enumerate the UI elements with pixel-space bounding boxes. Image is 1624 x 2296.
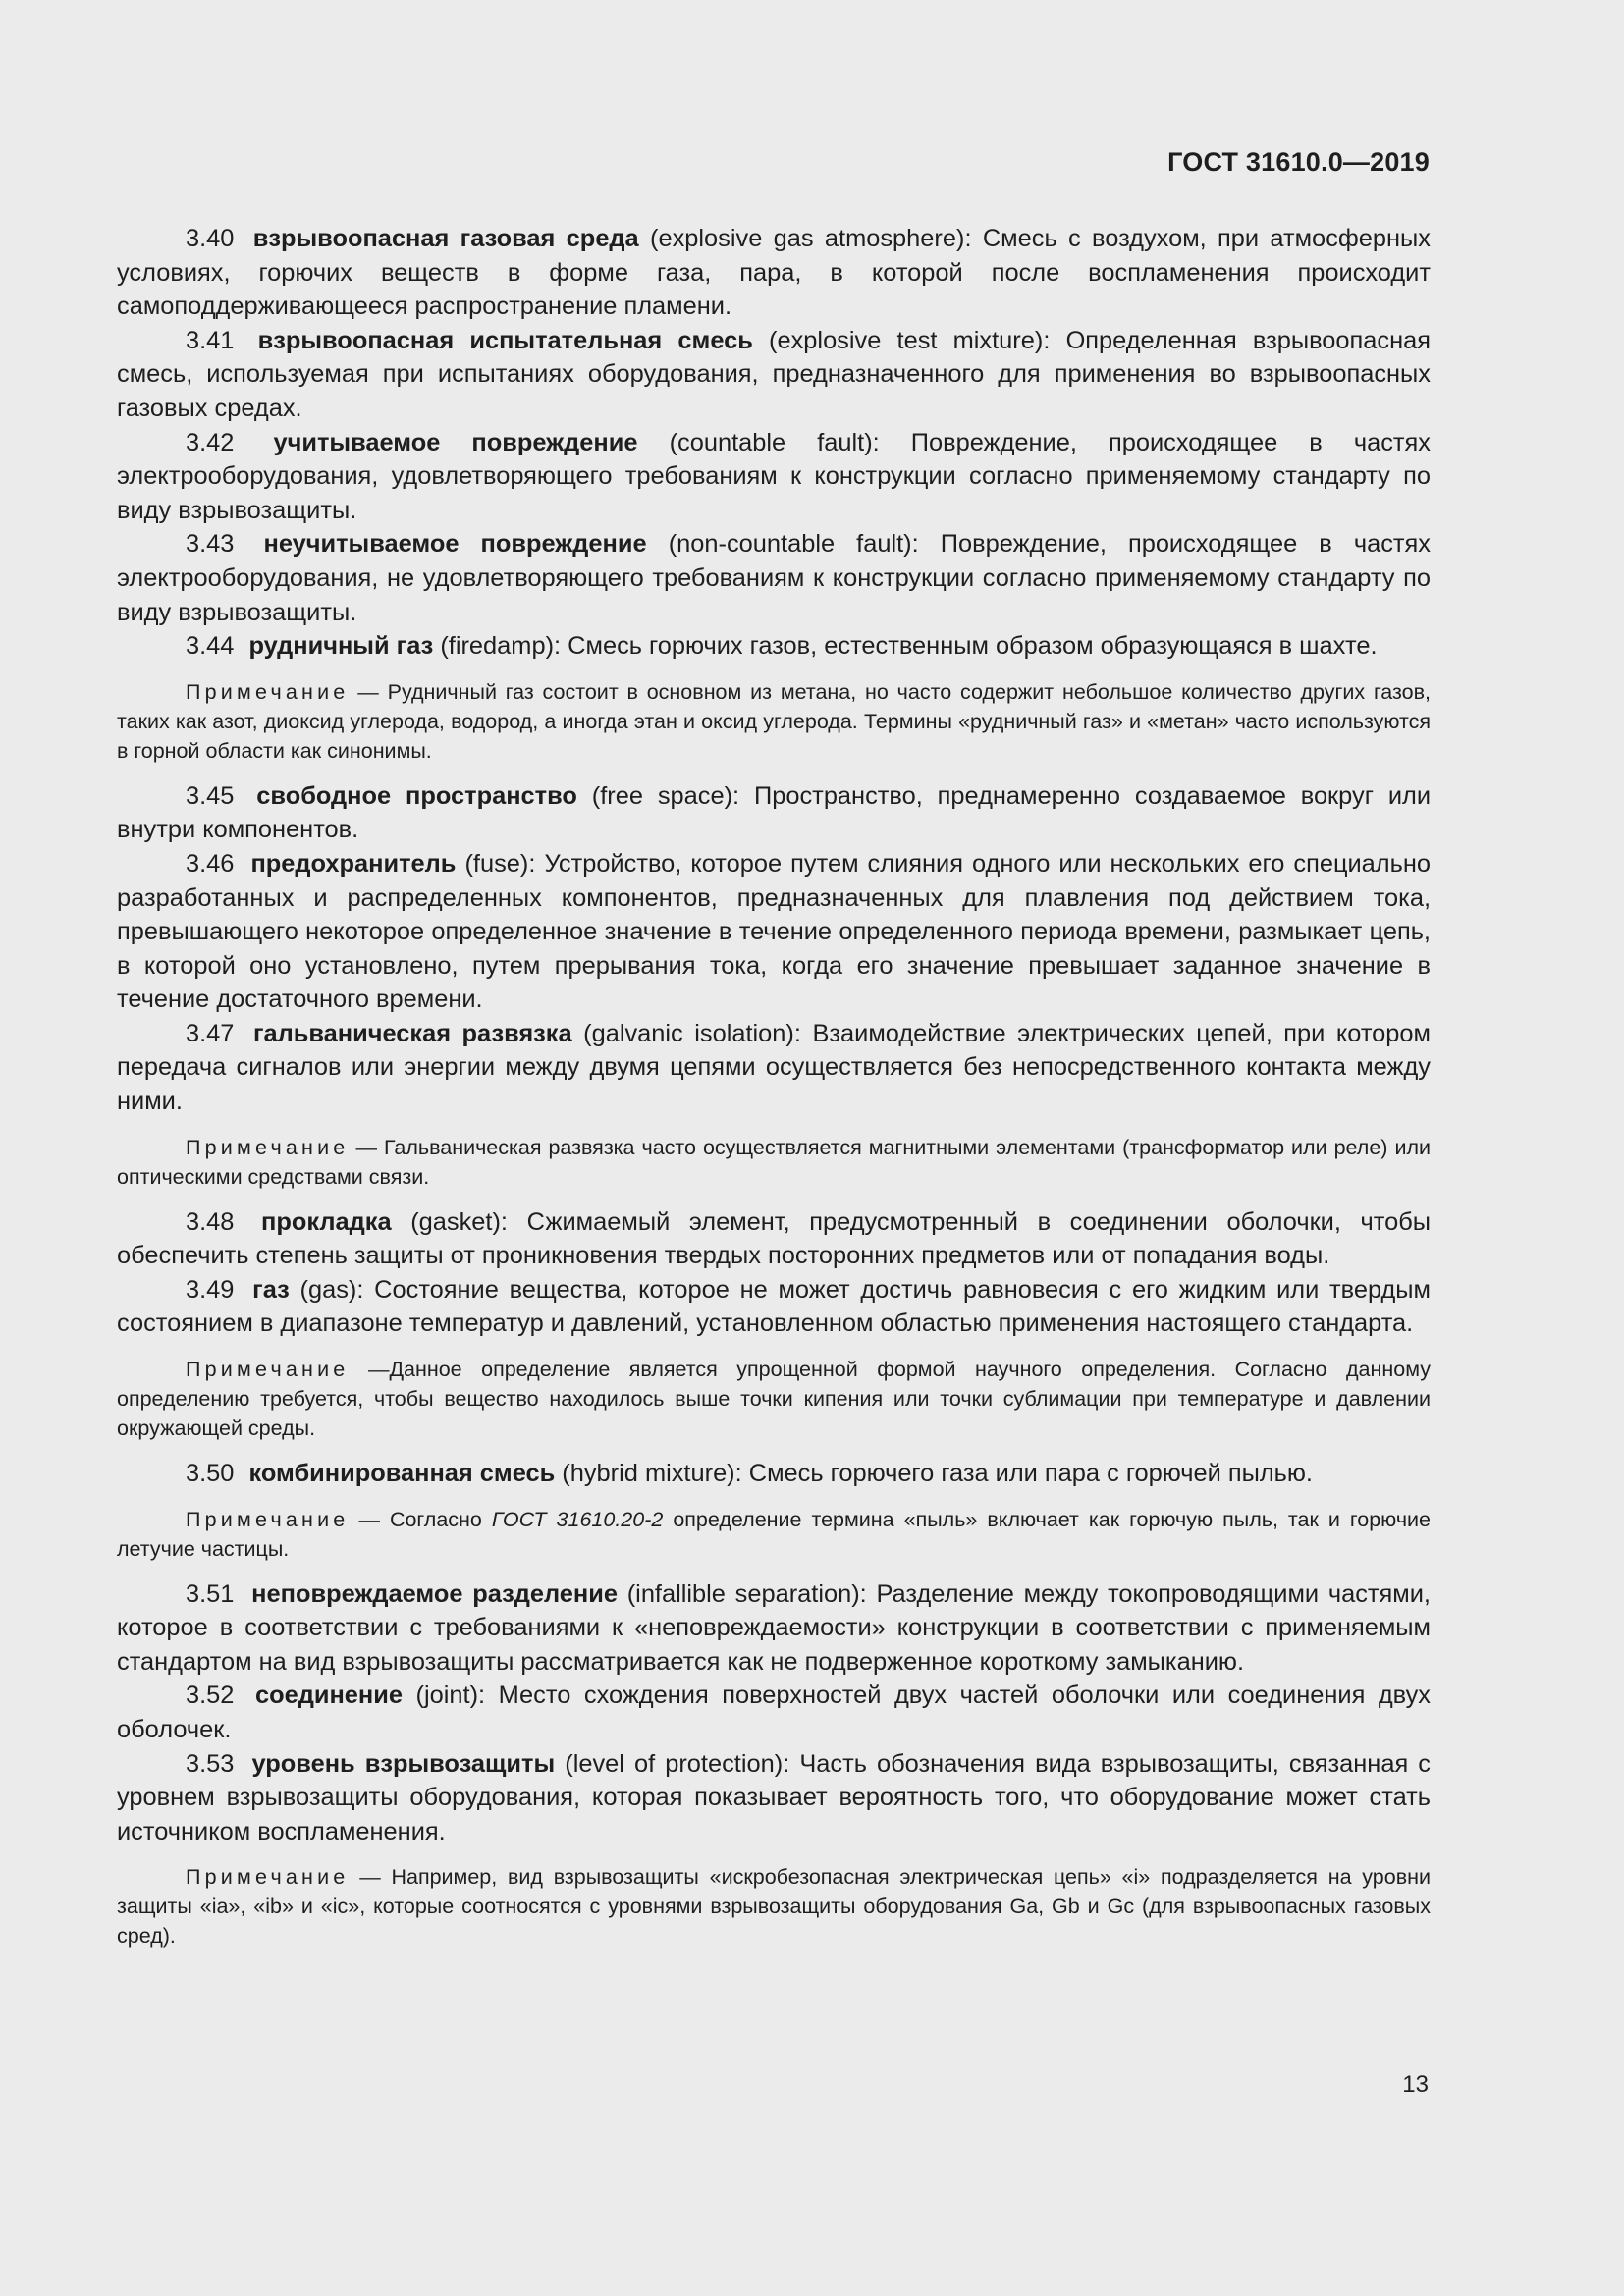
term-name: неучитываемое повреждение bbox=[263, 530, 647, 559]
term-name: учитываемое повреждение bbox=[273, 428, 638, 456]
note-3-50 bbox=[117, 1505, 1431, 1564]
note-text: Гальваническая развязка часто осуществляется магнитными элементами (трансформатор или реле) или оптическими средствами связи. bbox=[117, 1135, 1432, 1189]
note-prefix: Примечание bbox=[186, 1507, 350, 1531]
note-text: Рудничный газ состоит в основном из метана, но часто содержит небольшое количество других газов, таких как азот, диоксид углерода, водород, а иногда этан и оксид углерода. Термины «рудничный газ» и «метан» часто используются в горной области как синонимы. bbox=[117, 679, 1431, 763]
definition-3-45 bbox=[117, 779, 1431, 847]
term-number: 3.49 bbox=[186, 1275, 235, 1304]
term-name: взрывоопасная газовая среда bbox=[252, 225, 639, 252]
term-definition: Место схождения поверхностей двух частей оболочки или соединения двух оболочек. bbox=[117, 1682, 1431, 1743]
term-name: гальваническая развязка bbox=[252, 1019, 572, 1047]
definition-3-41 bbox=[117, 324, 1431, 426]
note-text: Например, вид взрывозащиты «искробезопасная электрическая цепь» «i» подразделяется на уровни защиты «ia», «ib» и «ic», которые соотносятся с уровнями взрывозащиты оборудования Ga, Gb и Gc (для взрывоопасных газовых сред). bbox=[117, 1865, 1432, 1949]
term-number: 3.47 bbox=[186, 1019, 235, 1047]
note-prefix: Примечание bbox=[186, 1135, 350, 1159]
term-name: прокладка bbox=[261, 1207, 392, 1236]
term-name: газ bbox=[252, 1275, 290, 1304]
term-number: 3.40 bbox=[186, 225, 235, 252]
note-prefix: Примечание bbox=[186, 1865, 350, 1890]
document-body bbox=[117, 222, 1431, 1964]
term-definition: Смесь горючего газа или пара с горючей пылью. bbox=[748, 1460, 1313, 1488]
term-number: 3.50 bbox=[186, 1460, 235, 1488]
note-3-53 bbox=[117, 1862, 1431, 1950]
definition-3-44 bbox=[117, 629, 1431, 664]
definition-3-51 bbox=[117, 1577, 1431, 1680]
term-number: 3.44 bbox=[186, 632, 235, 661]
term-number: 3.46 bbox=[186, 849, 235, 878]
term-english: (firedamp): bbox=[440, 632, 562, 661]
term-english: (gasket): bbox=[410, 1207, 508, 1236]
term-name: предохранитель bbox=[250, 849, 457, 878]
note-3-47 bbox=[117, 1133, 1431, 1192]
term-number: 3.41 bbox=[186, 326, 235, 354]
term-english: (joint): bbox=[415, 1682, 486, 1710]
definition-3-42 bbox=[117, 426, 1431, 528]
term-number: 3.48 bbox=[186, 1207, 235, 1236]
term-number: 3.53 bbox=[186, 1749, 235, 1778]
term-english: (countable fault): bbox=[669, 428, 880, 456]
term-english: (free space): bbox=[591, 781, 740, 810]
term-english: (non-countable fault): bbox=[668, 530, 919, 559]
term-definition: Сжимаемый элемент, предусмотренный в соединении оболочки, чтобы обеспечить степень защиты от проникновения твердых посторонних предметов или от попадания воды. bbox=[117, 1207, 1431, 1270]
term-english: (fuse): bbox=[464, 849, 536, 878]
note-dash: — bbox=[349, 1358, 390, 1382]
term-number: 3.51 bbox=[186, 1579, 235, 1608]
note-text-before: Согласно bbox=[389, 1507, 492, 1531]
term-english: (level of protection): bbox=[565, 1749, 790, 1778]
definition-3-46 bbox=[117, 847, 1431, 1017]
term-english: (gas): bbox=[299, 1275, 364, 1304]
note-dash: — bbox=[349, 679, 388, 704]
note-3-44 bbox=[117, 677, 1431, 766]
definition-3-49 bbox=[117, 1273, 1431, 1341]
term-definition: Разделение между токопроводящими частями, которое в соответствии с требованиями к «неповреждаемости» конструкции в соответствии с применяемым стандартом на вид взрывозащиты рассматривается как не подверженное короткому замыканию. bbox=[117, 1579, 1431, 1676]
term-name: соединение bbox=[254, 1682, 403, 1710]
note-dash: — bbox=[349, 1135, 384, 1159]
definition-3-47 bbox=[117, 1017, 1431, 1119]
note-text-after: определение термина «пыль» включает как горючую пыль, так и горючие летучие частицы. bbox=[117, 1507, 1431, 1561]
term-english: (infallible separation): bbox=[626, 1579, 867, 1608]
term-name: неповреждаемое разделение bbox=[251, 1579, 618, 1608]
term-english: (explosive test mixture): bbox=[769, 326, 1051, 354]
term-number: 3.52 bbox=[186, 1682, 235, 1710]
standard-reference: ГОСТ 31610.20-2 bbox=[491, 1507, 664, 1531]
note-prefix: Примечание bbox=[186, 1358, 350, 1382]
note-3-49 bbox=[117, 1355, 1431, 1443]
definition-3-52 bbox=[117, 1679, 1431, 1746]
term-number: 3.45 bbox=[186, 781, 235, 810]
note-text: Данное определение является упрощенной формой научного определения. Согласно данному определению требуется, чтобы вещество находилось выше точки кипения или точки сублимации при температуре и давлении окружающей среды. bbox=[117, 1358, 1431, 1441]
term-number: 3.42 bbox=[186, 428, 235, 456]
term-english: (galvanic isolation): bbox=[583, 1019, 801, 1047]
term-definition: Взаимодействие электрических цепей, при котором передача сигналов или энергии между двумя цепями осуществляется без непосредственного контакта между ними. bbox=[117, 1019, 1431, 1116]
term-definition: Повреждение, происходящее в частях электрооборудования, не удовлетворяющего требованиям к конструкции согласно применяемому стандарту по виду взрывозащиты. bbox=[117, 530, 1431, 626]
term-definition: Определенная взрывоопасная смесь, используемая при испытаниях оборудования, предназначенного для применения во взрывоопасных газовых средах. bbox=[117, 326, 1431, 422]
note-dash: — bbox=[349, 1865, 392, 1890]
term-english: (hybrid mixture): bbox=[562, 1460, 742, 1488]
page-number: 13 bbox=[1402, 2071, 1429, 2098]
term-name: взрывоопасная испытательная смесь bbox=[257, 326, 753, 354]
term-definition: Часть обозначения вида взрывозащиты, связанная с уровнем взрывозащиты оборудования, которая показывает вероятность того, что оборудование может стать источником воспламенения. bbox=[117, 1749, 1431, 1845]
term-definition: Пространство, преднамеренно создаваемое вокруг или внутри компонентов. bbox=[117, 781, 1432, 844]
term-definition: Смесь с воздухом, при атмосферных условиях, горючих веществ в форме газа, пара, в которой после воспламенения происходит самоподдерживающееся распространение пламени. bbox=[117, 225, 1431, 321]
document-header: ГОСТ 31610.0—2019 bbox=[1167, 147, 1430, 177]
term-definition: Устройство, которое путем слияния одного или нескольких его специально разработанных и распределенных компонентов, предназначенных для плавления под действием тока, превышающего некоторое определенное значение в течение определенного периода времени, размыкает цепь, в которой оно установлено, путем прерывания тока, когда его значение превышает заданное значение в течение достаточного времени. bbox=[117, 849, 1431, 1014]
term-name: комбинированная смесь bbox=[248, 1460, 556, 1488]
definition-3-43 bbox=[117, 527, 1431, 629]
term-name: уровень взрывозащиты bbox=[251, 1749, 556, 1778]
note-prefix: Примечание bbox=[186, 679, 350, 704]
definition-3-48 bbox=[117, 1205, 1431, 1273]
note-dash: — bbox=[349, 1507, 390, 1531]
definition-3-53 bbox=[117, 1747, 1431, 1849]
term-english: (explosive gas atmosphere): bbox=[650, 225, 972, 252]
term-number: 3.43 bbox=[186, 530, 235, 559]
definition-3-40 bbox=[117, 222, 1431, 324]
term-definition: Повреждение, происходящее в частях электрооборудования, удовлетворяющего требованиям к конструкции согласно применяемому стандарту по виду взрывозащиты. bbox=[117, 428, 1431, 524]
term-definition: Состояние вещества, которое не может достичь равновесия с его жидким или твердым состоянием в диапазоне температур и давлений, установленном областью применения настоящего стандарта. bbox=[117, 1275, 1431, 1338]
term-name: свободное пространство bbox=[256, 781, 577, 810]
term-name: рудничный газ bbox=[248, 632, 434, 661]
definition-3-50 bbox=[117, 1457, 1431, 1491]
term-definition: Смесь горючих газов, естественным образом образующаяся в шахте. bbox=[568, 632, 1378, 661]
